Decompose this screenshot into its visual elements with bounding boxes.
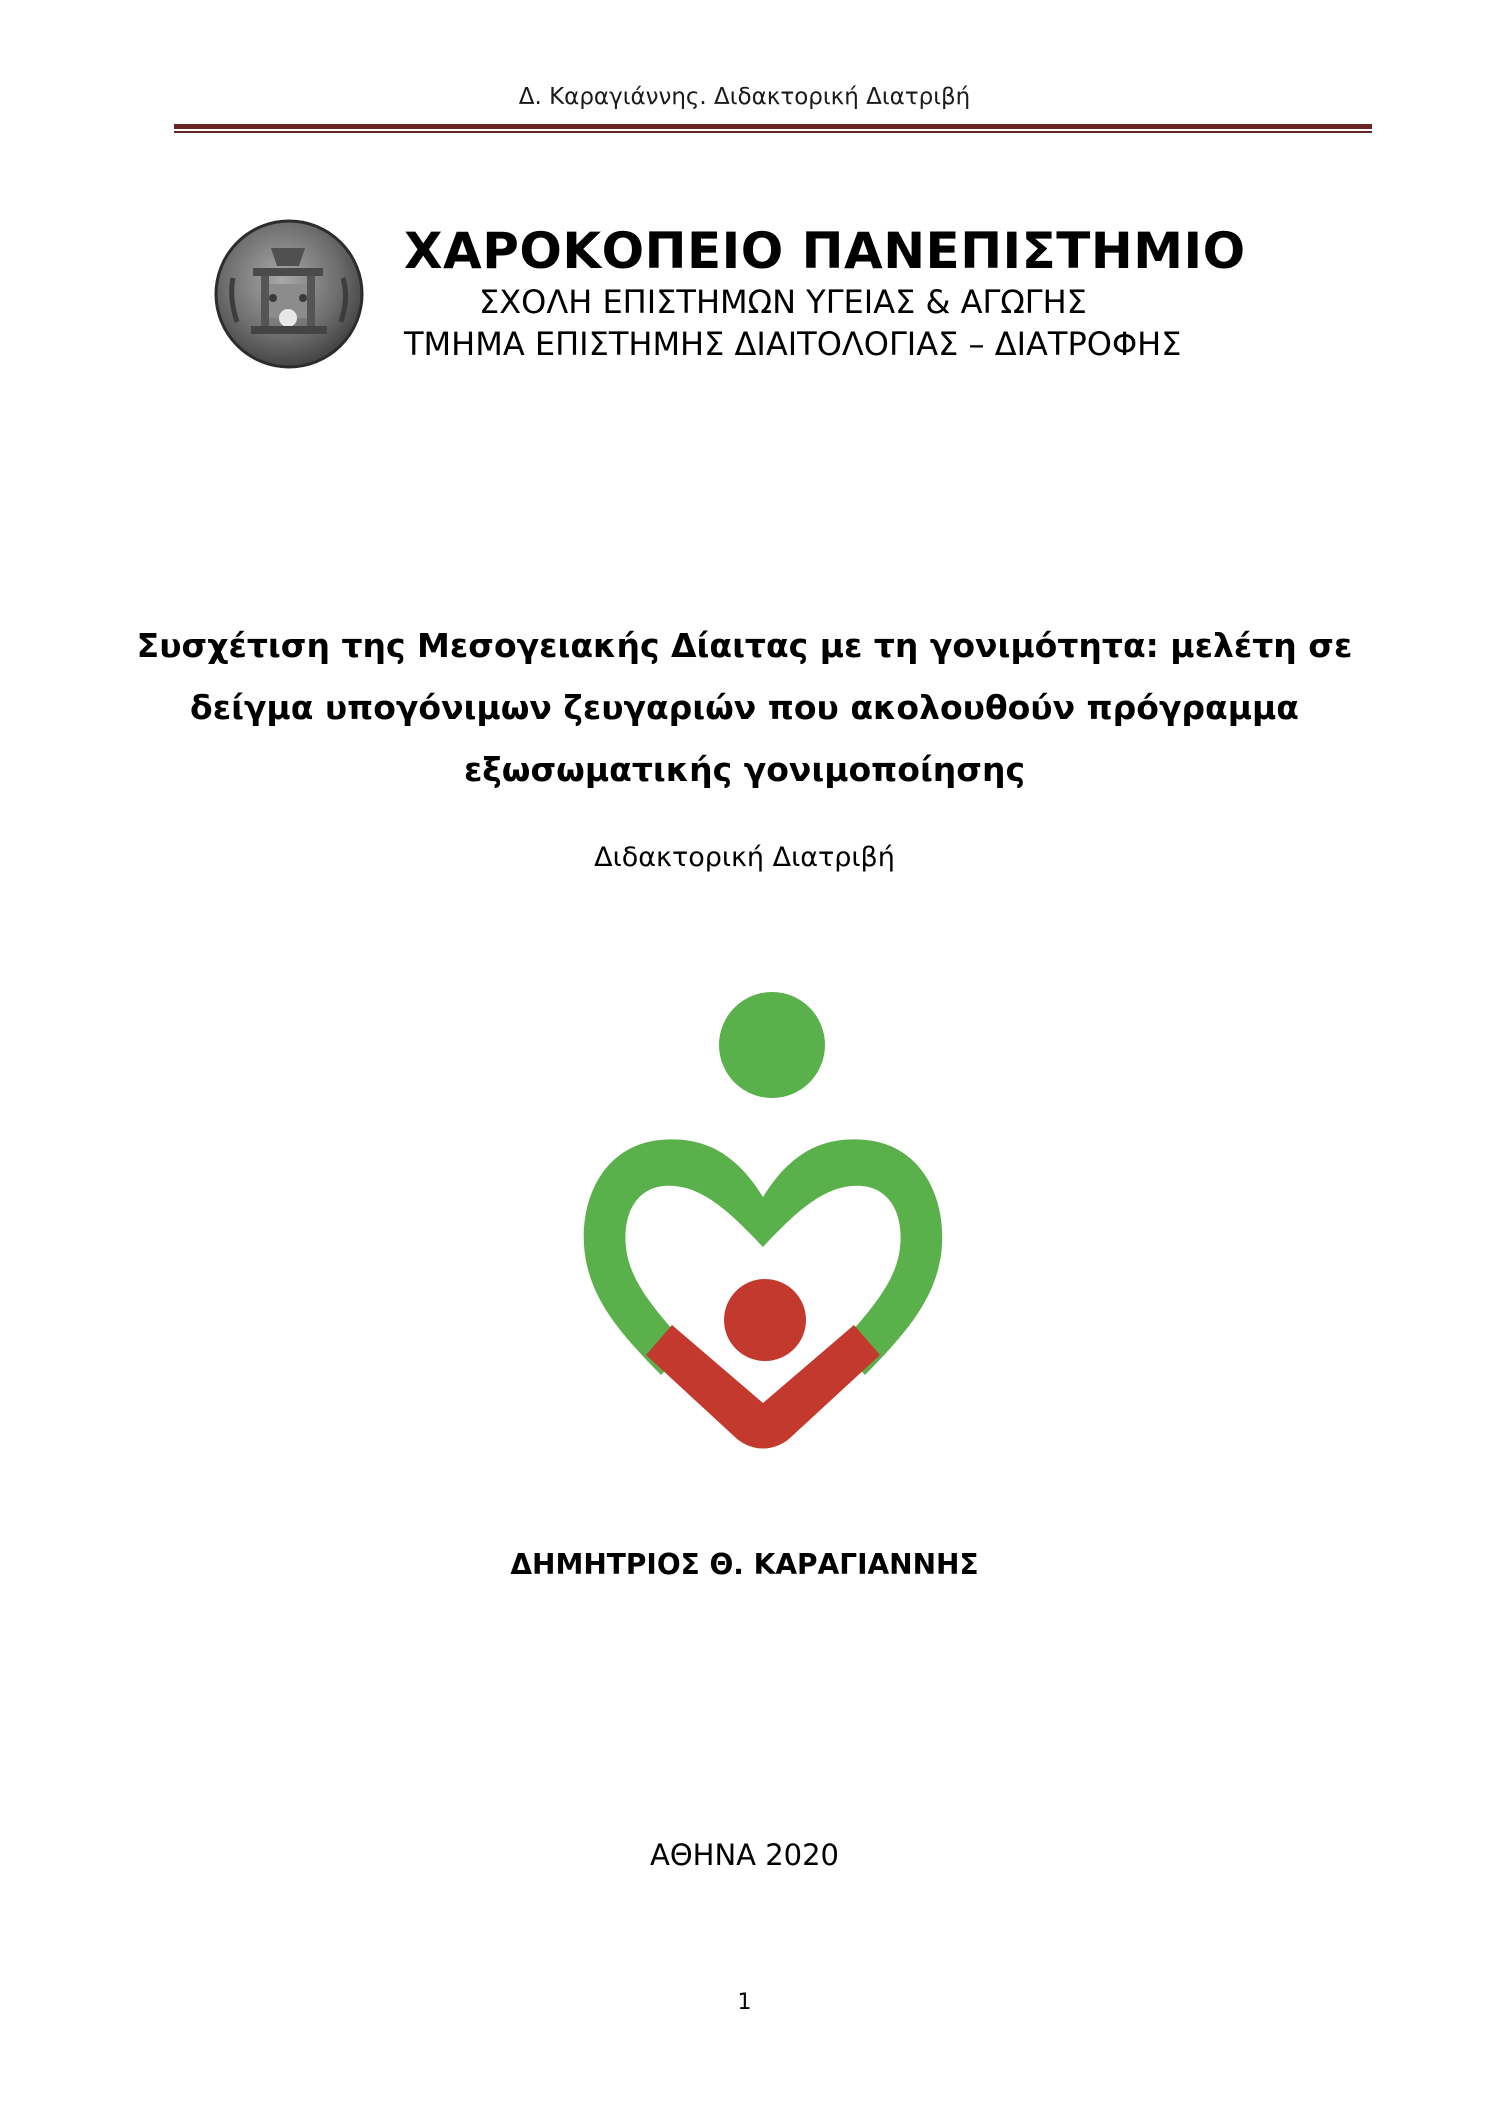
university-seal-icon	[213, 218, 365, 370]
thesis-type: Διδακτορική Διατριβή	[594, 842, 895, 873]
author-name: ΔΗΜΗΤΡΙΟΣ Θ. ΚΑΡΑΓΙΑΝΝΗΣ	[510, 1548, 979, 1581]
family-heart-logo-icon	[560, 990, 980, 1460]
school-name: ΣΧΟΛΗ ΕΠΙΣΤΗΜΩΝ ΥΓΕΙΑΣ & ΑΓΩΓΗΣ	[479, 283, 1087, 321]
place-year: ΑΘΗΝΑ 2020	[649, 1838, 840, 1872]
thesis-title-line-2: δείγμα υπογόνιμων ζευγαριών που ακολουθούν πρόγραμμα	[190, 688, 1299, 727]
thesis-title-line-1: Συσχέτιση της Μεσογειακής Δίαιτας με τη γονιμότητα: μελέτη σε	[136, 626, 1353, 665]
thesis-title-line-3: εξωσωματικής γονιμοποίησης	[463, 750, 1026, 789]
department-name: ΤΜΗΜΑ ΕΠΙΣΤΗΜΗΣ ΔΙΑΙΤΟΛΟΓΙΑΣ – ΔΙΑΤΡΟΦΗΣ	[404, 325, 1182, 363]
header-divider	[174, 124, 1372, 134]
logo-parent-head	[719, 992, 825, 1098]
running-header: Δ. Καραγιάννης. Διδακτορική Διατριβή	[518, 84, 971, 110]
logo-child-head	[724, 1279, 806, 1361]
page-number: 1	[737, 1990, 752, 2015]
university-name: ΧΑΡΟΚΟΠΕΙΟ ΠΑΝΕΠΙΣΤΗΜΙΟ	[404, 222, 1246, 280]
